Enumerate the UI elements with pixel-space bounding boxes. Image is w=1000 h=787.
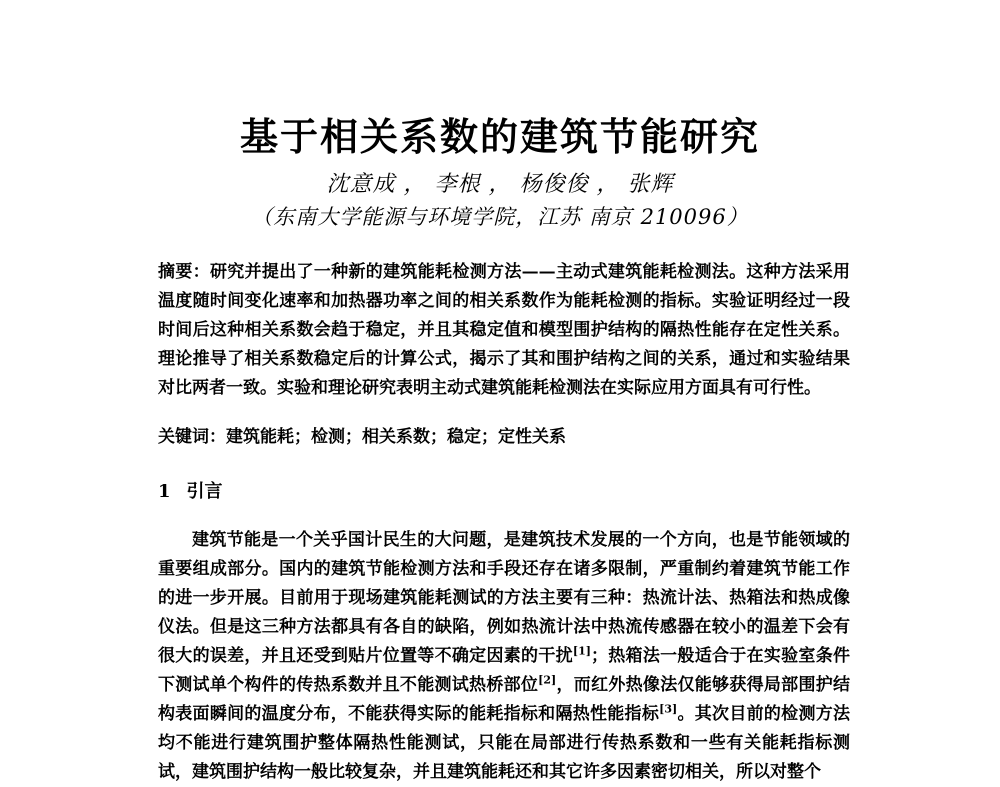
keywords-label: 关键词： xyxy=(158,427,226,447)
abstract-text: 研究并提出了一种新的建筑能耗检测方法——主动式建筑能耗检测法。这种方法采用温度随时间变化速率和加热器功率之间的相关系数作为能耗检测的指标。实验证明经过一段时间后这种相关系数会趋于稳定，并且其稳定值和模型围护结构的隔热性能存在定性关系。理论推导了相关系数稳定后的计算公式，揭示了其和围护结构之间的关系，通过和实验结果对比两者一致。实验和理论研究表明主动式建筑能耗检测法在实际应用方面具有可行性。 xyxy=(158,262,851,398)
section-title: 引言 xyxy=(186,481,223,502)
abstract xyxy=(158,258,850,403)
body-paragraph xyxy=(158,526,850,787)
author-list: 沈意成 ， 李根 ， 杨俊俊 ， 张辉 xyxy=(326,172,674,197)
abstract-label: 摘要： xyxy=(158,262,210,282)
body-text-part-3: ，而红外热像法仅能够获得局部围护结构表面瞬间的温度分布，不能获得实际的能耗指标和隔热性能指标 xyxy=(158,675,851,724)
section-heading xyxy=(158,477,850,506)
keywords-text: 建筑能耗；检测；相关系数；稳定；定性关系 xyxy=(226,427,566,447)
paper-title: 基于相关系数的建筑节能研究 xyxy=(239,114,760,159)
body-text-part-4: 。其次目前的检测方法均不能进行建筑围护整体隔热性能测试，只能在局部进行传热系数和一些有关能耗指标测试，建筑围护结构一般比较复杂，并且建筑能耗还和其它许多因素密切相关，所以对整个 xyxy=(158,704,851,782)
section-number: 1 xyxy=(158,481,171,502)
body-text-part-1: 建筑节能是一个关乎国计民生的大问题，是建筑技术发展的一个方向，也是节能领域的重要组成部分。国内的建筑节能检测方法和手段还存在诸多限制，严重制约着建筑节能工作的进一步开展。目前用于现场建筑能耗测试的方法主要有三种：热流计法、热箱法和热成像仪法。但是这三种方法都具有各自的缺陷，例如热流计法中热流传感器在较小的温差下会有很大的误差，并且还受到贴片位置等不确定因素的干扰 xyxy=(158,530,850,666)
citation-2: [2] xyxy=(538,673,557,687)
body-text-part-2: ；热箱法一般适合于在实验室条件下测试单个构件的传热系数并且不能测试热桥部位 xyxy=(158,646,851,695)
citation-1: [1] xyxy=(572,644,591,658)
affiliation: （东南大学能源与环境学院，江苏 南京 210096） xyxy=(251,205,749,229)
citation-3: [3] xyxy=(659,702,678,716)
keywords xyxy=(158,423,850,452)
